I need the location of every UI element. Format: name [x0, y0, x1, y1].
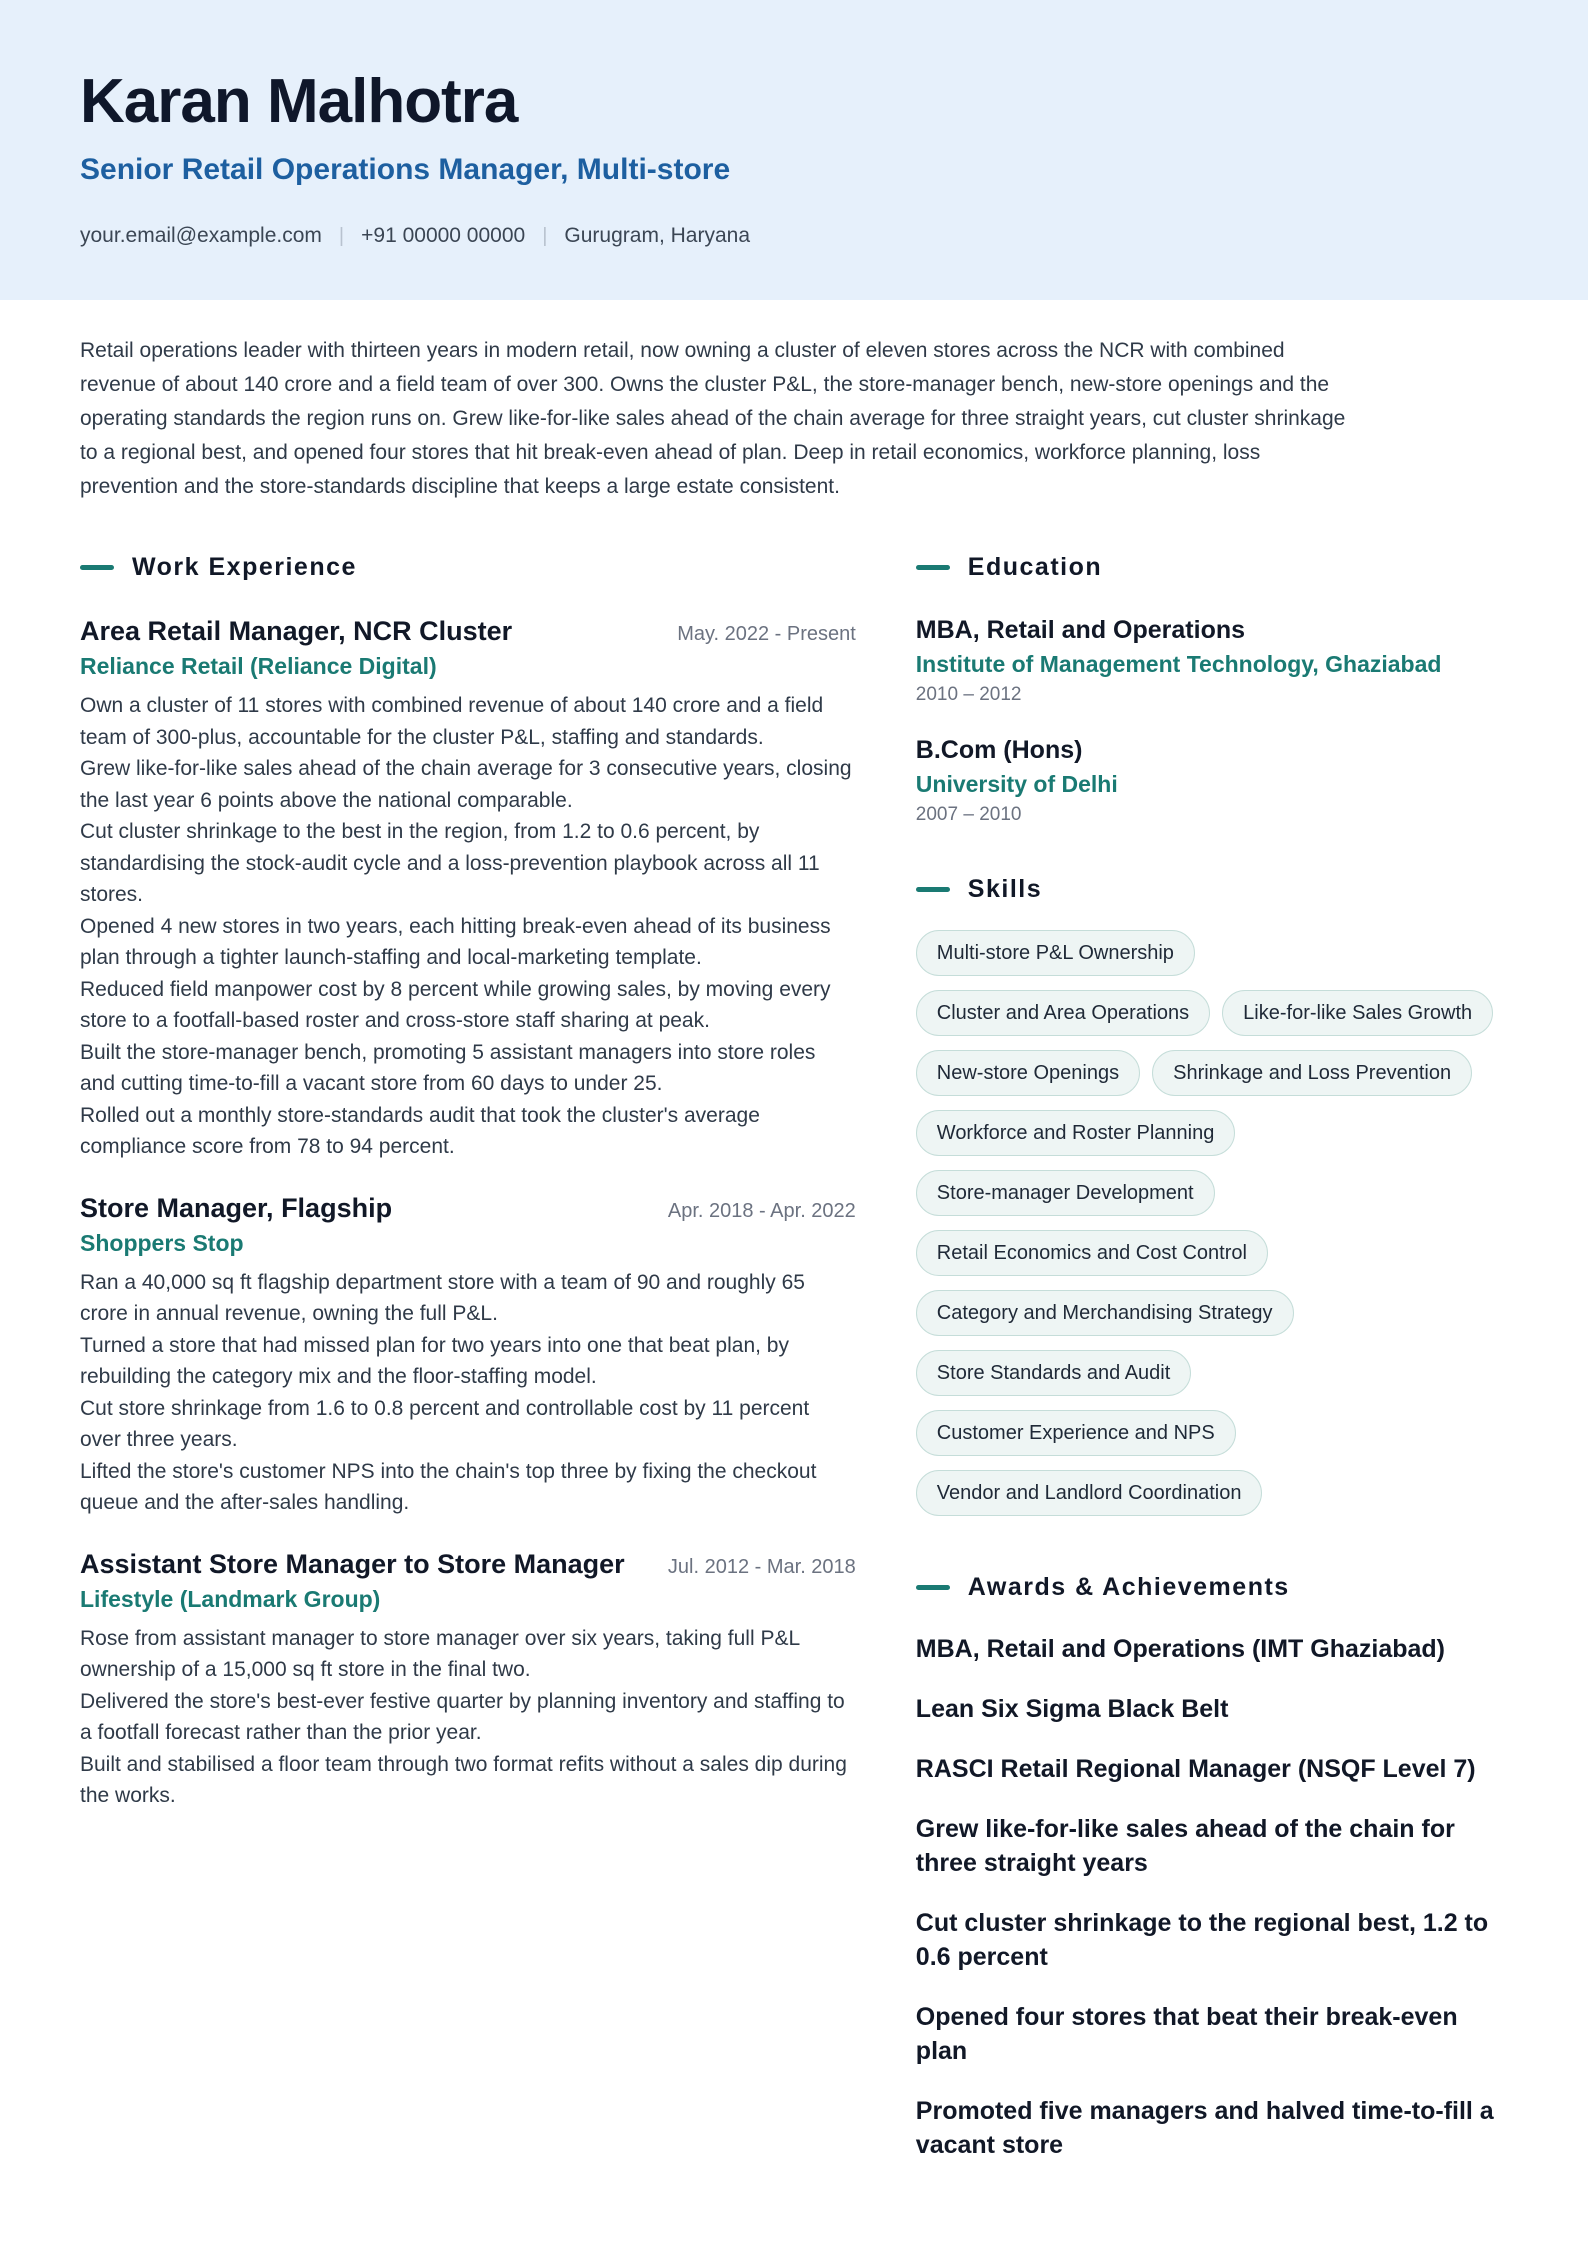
jobs-list: [80, 616, 856, 1812]
award-item: Cut cluster shrinkage to the regional best, 1.2 to 0.6 percent: [915, 1909, 1489, 1971]
skill-chip: Store Standards and Audit: [916, 1350, 1192, 1396]
job-title: Area Retail Manager, NCR Cluster: [80, 616, 513, 646]
job-bullet: Cut cluster shrinkage to the best in the region, from 1.2 to 0.6 percent, by standardising the stock-audit cycle and a loss-prevention playbook across all 11 stores.: [80, 820, 820, 906]
job-header: [80, 1193, 856, 1224]
job-bullet: Reduced field manpower cost by 8 percent while growing sales, by moving every store to a footfall-based roster and cross-store staff sharing at peak.: [80, 977, 831, 1032]
job-bullet: Grew like-for-like sales ahead of the chain average for 3 consecutive years, closing the last year 6 points above the national comparable.: [80, 757, 852, 812]
job-dates: Apr. 2018 - Apr. 2022: [667, 1199, 856, 1222]
contact-phone[interactable]: +91 00000 00000: [361, 224, 526, 247]
skill-chip: Store-manager Development: [916, 1170, 1215, 1216]
skill-chip: New-store Openings: [916, 1050, 1140, 1096]
award-item: RASCI Retail Regional Manager (NSQF Level 7): [915, 1755, 1476, 1783]
resume-columns: [0, 552, 1588, 2162]
job-dates: Jul. 2012 - Mar. 2018: [667, 1555, 856, 1578]
job-bullets: [80, 1267, 856, 1519]
skill-chip: Cluster and Area Operations: [916, 990, 1210, 1036]
right-column: [916, 552, 1508, 2162]
contact-line: [80, 224, 1508, 248]
job-bullet: Lifted the store's customer NPS into the chain's top three by fixing the checkout queue and the after-sales handling.: [80, 1459, 817, 1514]
job-bullets: [80, 1623, 856, 1812]
skill-chip: Workforce and Roster Planning: [916, 1110, 1236, 1156]
contact-location: Gurugram, Haryana: [564, 224, 750, 247]
job-bullet: Opened 4 new stores in two years, each hitting break-even ahead of its business plan through a tighter launch-staffing and local-marketing template.: [80, 914, 831, 969]
section-title-text: Skills: [967, 874, 1043, 903]
award-item: Lean Six Sigma Black Belt: [915, 1695, 1229, 1723]
education-list: [916, 616, 1508, 826]
job-bullet: Delivered the store's best-ever festive quarter by planning inventory and staffing to a footfall forecast rather than the prior year.: [80, 1689, 845, 1744]
award-item: Promoted five managers and halved time-to-fill a vacant store: [915, 2097, 1494, 2159]
edu-years: 2007 – 2010: [915, 804, 1022, 825]
section-accent-bar: [916, 887, 950, 892]
resume-header: [0, 0, 1588, 300]
job-bullet: Rose from assistant manager to store manager over six years, taking full P&L ownership of a 15,000 sq ft store in the final two.: [80, 1626, 800, 1681]
edu-degree: B.Com (Hons): [915, 736, 1083, 764]
section-accent-bar: [80, 565, 114, 570]
job-header: [80, 1549, 856, 1580]
job-bullet: Ran a 40,000 sq ft flagship department store with a team of 90 and roughly 65 crore in annual revenue, owning the full P&L.: [80, 1270, 805, 1325]
skill-chip: Vendor and Landlord Coordination: [916, 1470, 1263, 1516]
edu-school: University of Delhi: [915, 771, 1118, 797]
section-title-education: [916, 552, 1508, 582]
awards-list: [916, 1632, 1508, 2162]
skills-list: [916, 930, 1508, 1530]
edu-degree: MBA, Retail and Operations: [915, 616, 1246, 644]
edu-school: Institute of Management Technology, Ghaziabad: [915, 651, 1442, 677]
contact-separator: |: [338, 224, 345, 247]
section-title-skills: [916, 874, 1508, 904]
professional-summary: Retail operations leader with thirteen years in modern retail, now owning a cluster of eleven stores across the NCR with combined revenue of about 140 crore and a field team of over 300. Owns the cluster P&L, the store-manager bench, new-store openings and the operating standards the region runs on. Grew like-for-like sales ahead of the chain average for three straight years, cut cluster shrinkage to a regional best, and opened four stores that hit break-even ahead of plan. Deep in retail economics, workforce planning, loss prevention and the store-standards discipline that keeps a large estate consistent.: [80, 339, 1346, 498]
job-company: Reliance Retail (Reliance Digital): [80, 653, 437, 679]
skill-chip: Category and Merchandising Strategy: [916, 1290, 1294, 1336]
job-bullets: [80, 690, 856, 1163]
job-dates: May. 2022 - Present: [677, 623, 856, 645]
job-entry: [80, 1549, 856, 1812]
section-accent-bar: [916, 1585, 950, 1590]
section-accent-bar: [916, 565, 950, 570]
skill-chip: Customer Experience and NPS: [916, 1410, 1236, 1456]
contact-separator: |: [542, 224, 548, 247]
left-column: [80, 552, 856, 2162]
contact-email[interactable]: your.email@example.com: [80, 224, 322, 247]
candidate-name: Karan Malhotra: [80, 67, 518, 136]
job-header: [80, 616, 856, 647]
section-title-awards: [916, 1572, 1508, 1602]
job-bullet: Turned a store that had missed plan for two years into one that beat plan, by rebuilding the category mix and the floor-staffing model.: [80, 1333, 789, 1388]
award-item: Opened four stores that beat their break-even plan: [915, 2003, 1458, 2065]
award-item: Grew like-for-like sales ahead of the chain for three straight years: [915, 1815, 1455, 1877]
skill-chip: Retail Economics and Cost Control: [916, 1230, 1268, 1276]
job-bullet: Own a cluster of 11 stores with combined revenue of about 140 crore and a field team of 300-plus, accountable for the cluster P&L, staffing and standards.: [80, 694, 824, 749]
skill-chip: Like-for-like Sales Growth: [1222, 990, 1493, 1036]
section-title-text: Work Experience: [132, 552, 357, 581]
award-item: MBA, Retail and Operations (IMT Ghaziabad): [915, 1635, 1446, 1663]
section-title-text: Education: [967, 552, 1103, 581]
edu-years: 2010 – 2012: [915, 684, 1022, 705]
job-entry: [80, 616, 856, 1163]
job-title: Store Manager, Flagship: [80, 1192, 393, 1223]
job-title: Assistant Store Manager to Store Manager: [80, 1548, 625, 1579]
job-company: Shoppers Stop: [80, 1229, 244, 1256]
education-entry: [916, 616, 1508, 706]
job-bullet: Cut store shrinkage from 1.6 to 0.8 percent and controllable cost by 11 percent over three years.: [80, 1396, 810, 1451]
job-entry: [80, 1193, 856, 1519]
section-title-text: Awards & Achievements: [967, 1572, 1290, 1601]
candidate-headline: Senior Retail Operations Manager, Multi-store: [80, 153, 731, 186]
job-company: Lifestyle (Landmark Group): [80, 1585, 381, 1612]
job-bullet: Built the store-manager bench, promoting 5 assistant managers into store roles and cutting time-to-fill a vacant store from 60 days to under 25.: [80, 1040, 816, 1095]
job-bullet: Built and stabilised a floor team through two format refits without a sales dip during the works.: [80, 1752, 847, 1807]
skill-chip: Multi-store P&L Ownership: [916, 930, 1195, 976]
skill-chip: Shrinkage and Loss Prevention: [1152, 1050, 1472, 1096]
education-entry: [916, 736, 1508, 826]
job-bullet: Rolled out a monthly store-standards audit that took the cluster's average compliance score from 78 to 94 percent.: [80, 1103, 760, 1158]
section-title-experience: [80, 552, 856, 582]
